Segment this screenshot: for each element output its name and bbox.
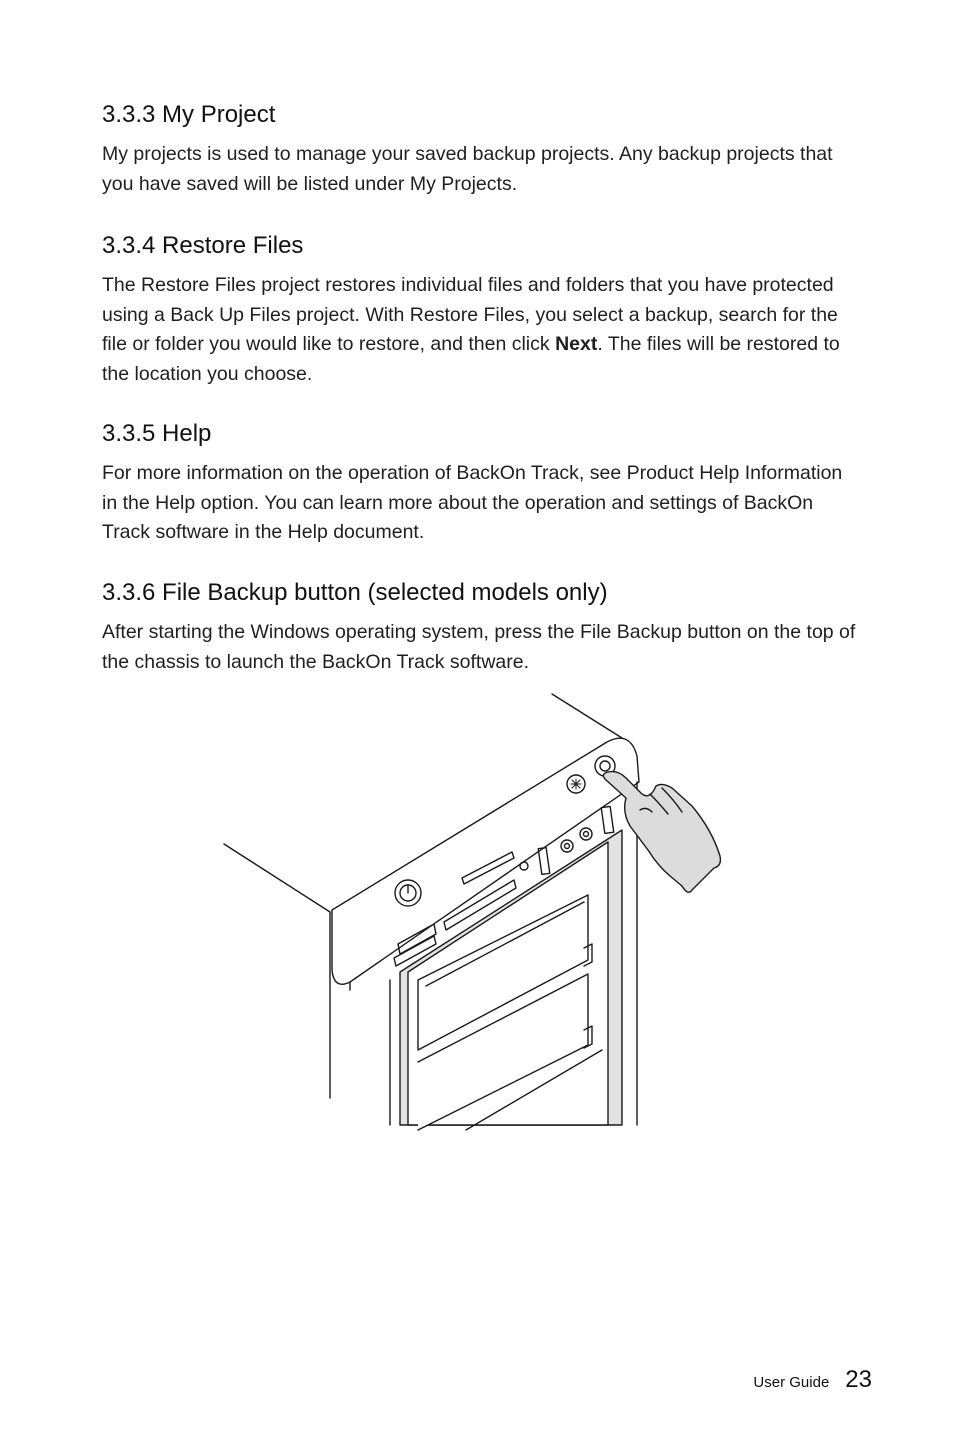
section-help <box>102 419 862 548</box>
heading-file-backup-button: 3.3.6 File Backup button (selected models only) <box>102 579 608 606</box>
paragraph-file-backup-button: After starting the Windows operating system, press the File Backup button on the top of the chassis to launch the BackOn Track software. <box>102 621 856 673</box>
usb-port-2 <box>601 806 614 833</box>
usb-port-1 <box>538 848 550 875</box>
page-footer <box>753 1366 872 1394</box>
page-number: 23 <box>845 1366 872 1393</box>
section-restore-files <box>102 231 862 389</box>
restore-text-start: The Restore Files project restores individual files and folders that you have protected using a Back Up Files project. With Restore Files, you select a backup, search for the file or folder you would like to restore, and then click <box>102 274 838 356</box>
restore-text-end: . The files will be restored to the location you choose. <box>102 333 840 385</box>
audio-jack-2 <box>580 828 592 840</box>
footer-label: User Guide <box>753 1374 830 1391</box>
paragraph-restore-files <box>102 271 862 389</box>
paragraph-my-project: My projects is used to manage your saved backup projects. Any backup projects that you have saved will be listed under My Projects. <box>102 143 833 195</box>
chassis-illustration <box>222 690 742 1135</box>
heading-restore-files: 3.3.4 Restore Files <box>102 232 304 259</box>
next-keyword: Next <box>555 333 598 356</box>
heading-help: 3.3.5 Help <box>102 420 212 447</box>
audio-jack-1 <box>561 840 573 852</box>
heading-my-project: 3.3.3 My Project <box>102 101 276 128</box>
section-file-backup-button <box>102 578 862 677</box>
paragraph-help: For more information on the operation of BackOn Track, see Product Help Information in the Help option. You can learn more about the operation and settings of BackOn Track software in the Help document. <box>102 462 843 544</box>
section-my-project <box>102 100 862 199</box>
